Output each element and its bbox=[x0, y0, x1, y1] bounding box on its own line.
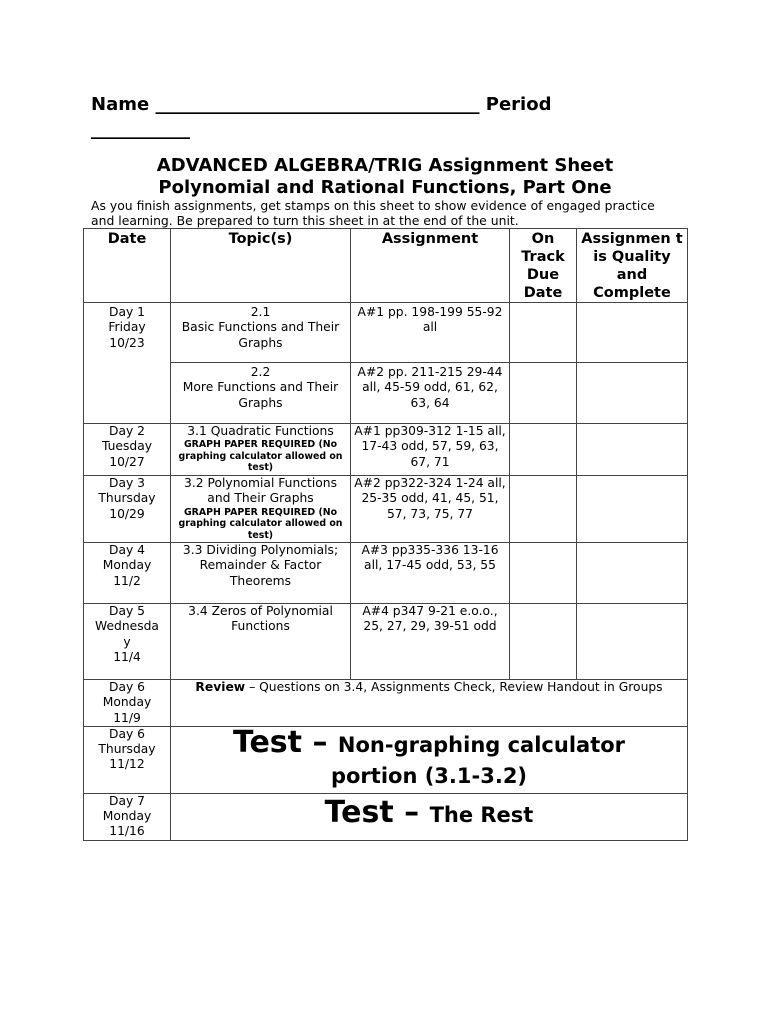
header-assignment: Assignment bbox=[351, 229, 510, 303]
date-day: Day 3 bbox=[108, 476, 145, 490]
date-cell bbox=[84, 543, 171, 604]
topic-title: Quadratic Functions bbox=[210, 424, 334, 438]
period-label: Period bbox=[485, 94, 552, 115]
date-weekday: Tuesday bbox=[101, 439, 153, 454]
topic-number: 3.1 bbox=[187, 424, 207, 438]
topic-heading bbox=[174, 543, 347, 589]
topic-cell bbox=[171, 363, 351, 424]
table-row bbox=[84, 476, 688, 543]
date-cell bbox=[84, 604, 171, 680]
date-day: Day 6 bbox=[108, 680, 145, 694]
title-line-1: ADVANCED ALGEBRA/TRIG Assignment Sheet bbox=[156, 155, 614, 176]
date-day: Day 5 bbox=[108, 604, 145, 618]
assignment-cell: A#4 p347 9-21 e.o.o., 25, 27, 29, 39-51 odd bbox=[351, 604, 510, 680]
topic-number: 3.3 bbox=[182, 543, 203, 557]
test-description: Non-graphing calculator portion (3.1-3.2) bbox=[330, 732, 626, 788]
assignment-table bbox=[83, 228, 688, 841]
instructions-text: As you finish assignments, get stamps on this sheet to show evidence of engaged practice and learning. Be prepared to turn this sheet in at the end of the unit. bbox=[91, 198, 655, 228]
header-topics: Topic(s) bbox=[171, 229, 351, 303]
date-day: Day 6 bbox=[108, 726, 145, 741]
name-period-line bbox=[91, 92, 651, 142]
date-date: 11/12 bbox=[109, 757, 145, 772]
date-date: 10/27 bbox=[109, 454, 145, 469]
title-line-2: Polynomial and Rational Functions, Part One bbox=[158, 177, 612, 198]
name-label: Name bbox=[91, 94, 150, 115]
topic-heading bbox=[174, 476, 347, 507]
quality-stamp-cell[interactable] bbox=[577, 604, 688, 680]
quality-stamp-cell[interactable] bbox=[577, 476, 688, 543]
table-row bbox=[84, 363, 688, 424]
date-weekday: Monday bbox=[102, 695, 152, 710]
assignment-cell: A#2 pp. 211-215 29-44 all, 45-59 odd, 61, 62, 63, 64 bbox=[351, 363, 510, 424]
topic-cell bbox=[171, 604, 351, 680]
test-cell bbox=[171, 793, 688, 840]
test-word: Test bbox=[324, 794, 394, 830]
quality-stamp-cell[interactable] bbox=[577, 303, 688, 363]
date-date: 10/29 bbox=[109, 506, 145, 521]
topic-number: 2.2 bbox=[250, 365, 271, 379]
on-track-stamp-cell[interactable] bbox=[510, 476, 577, 543]
test-cell bbox=[171, 726, 688, 793]
topic-number: 3.2 bbox=[184, 476, 204, 490]
topic-cell bbox=[171, 476, 351, 543]
header-date: Date bbox=[84, 229, 171, 303]
date-date: 11/9 bbox=[113, 710, 141, 725]
topic-title: Polynomial Functions and Their Graphs bbox=[207, 476, 337, 506]
on-track-stamp-cell[interactable] bbox=[510, 543, 577, 604]
on-track-stamp-cell[interactable] bbox=[510, 424, 577, 476]
quality-stamp-cell[interactable] bbox=[577, 424, 688, 476]
on-track-stamp-cell[interactable] bbox=[510, 604, 577, 680]
assignment-cell: A#1 pp309-312 1-15 all, 17-43 odd, 57, 59, 63, 67, 71 bbox=[351, 424, 510, 476]
on-track-stamp-cell[interactable] bbox=[510, 303, 577, 363]
date-day: Day 4 bbox=[108, 543, 145, 557]
date-cell bbox=[84, 303, 171, 424]
table-row-review bbox=[84, 680, 688, 727]
date-weekday: Monday bbox=[102, 809, 152, 824]
topic-cell bbox=[171, 424, 351, 476]
topic-number: 2.1 bbox=[250, 305, 271, 319]
date-day: Day 1 bbox=[108, 305, 145, 319]
date-weekday: Thursday bbox=[98, 491, 156, 506]
date-date: 10/23 bbox=[109, 335, 145, 350]
table-header-row bbox=[84, 229, 688, 303]
topic-heading bbox=[174, 424, 347, 439]
period-blank[interactable]: ___________ bbox=[91, 119, 190, 140]
date-weekday: Thursday bbox=[98, 742, 156, 757]
table-row bbox=[84, 604, 688, 680]
assignment-cell: A#1 pp. 198-199 55-92 all bbox=[351, 303, 510, 363]
date-cell bbox=[84, 793, 171, 840]
topic-cell bbox=[171, 303, 351, 363]
header-on-track: On Track Due Date bbox=[510, 229, 577, 303]
test-word: Test bbox=[232, 726, 303, 760]
topic-title: Zeros of Polynomial Functions bbox=[211, 604, 333, 634]
topic-number: 3.4 bbox=[188, 604, 208, 618]
test-dash: – bbox=[393, 794, 430, 830]
header-quality: Assignmen t is Quality and Complete bbox=[577, 229, 688, 303]
quality-stamp-cell[interactable] bbox=[577, 363, 688, 424]
name-blank[interactable]: ____________________________________ bbox=[155, 94, 480, 115]
date-cell bbox=[84, 424, 171, 476]
table-row bbox=[84, 424, 688, 476]
topic-title: More Functions and Their Graphs bbox=[182, 380, 339, 410]
review-cell bbox=[171, 680, 688, 727]
date-weekday: Friday bbox=[108, 320, 146, 335]
table-row bbox=[84, 543, 688, 604]
assignment-cell: A#2 pp322-324 1-24 all, 25-35 odd, 41, 45, 51, 57, 73, 75, 77 bbox=[351, 476, 510, 543]
table-row-test bbox=[84, 793, 688, 840]
graph-paper-note: GRAPH PAPER REQUIRED (No graphing calculator allowed on test) bbox=[178, 439, 343, 474]
date-day: Day 7 bbox=[108, 793, 145, 808]
assignment-cell: A#3 pp335-336 13-16 all, 17-45 odd, 53, 55 bbox=[351, 543, 510, 604]
on-track-stamp-cell[interactable] bbox=[510, 363, 577, 424]
topic-cell bbox=[171, 543, 351, 604]
date-day: Day 2 bbox=[108, 424, 145, 438]
quality-stamp-cell[interactable] bbox=[577, 543, 688, 604]
date-cell bbox=[84, 476, 171, 543]
date-weekday: Monday bbox=[102, 558, 152, 573]
topic-heading bbox=[174, 604, 347, 635]
topic-title: Dividing Polynomials; Remainder & Factor Theorems bbox=[199, 543, 339, 588]
topic-title: Basic Functions and Their Graphs bbox=[181, 320, 340, 350]
date-date: 11/4 bbox=[113, 649, 141, 664]
test-dash: – bbox=[302, 726, 338, 760]
test-description: The Rest bbox=[429, 802, 534, 827]
table-row-test bbox=[84, 726, 688, 793]
date-cell bbox=[84, 680, 171, 727]
page-title bbox=[91, 155, 679, 199]
date-weekday: Wednesda y bbox=[95, 619, 159, 649]
date-date: 11/16 bbox=[109, 824, 145, 839]
date-cell bbox=[84, 726, 171, 793]
review-label: Review bbox=[195, 680, 246, 694]
date-date: 11/2 bbox=[113, 573, 141, 588]
table-row bbox=[84, 303, 688, 363]
graph-paper-note: GRAPH PAPER REQUIRED (No graphing calculator allowed on test) bbox=[178, 506, 343, 541]
review-text: – Questions on 3.4, Assignments Check, Review Handout in Groups bbox=[245, 680, 663, 694]
